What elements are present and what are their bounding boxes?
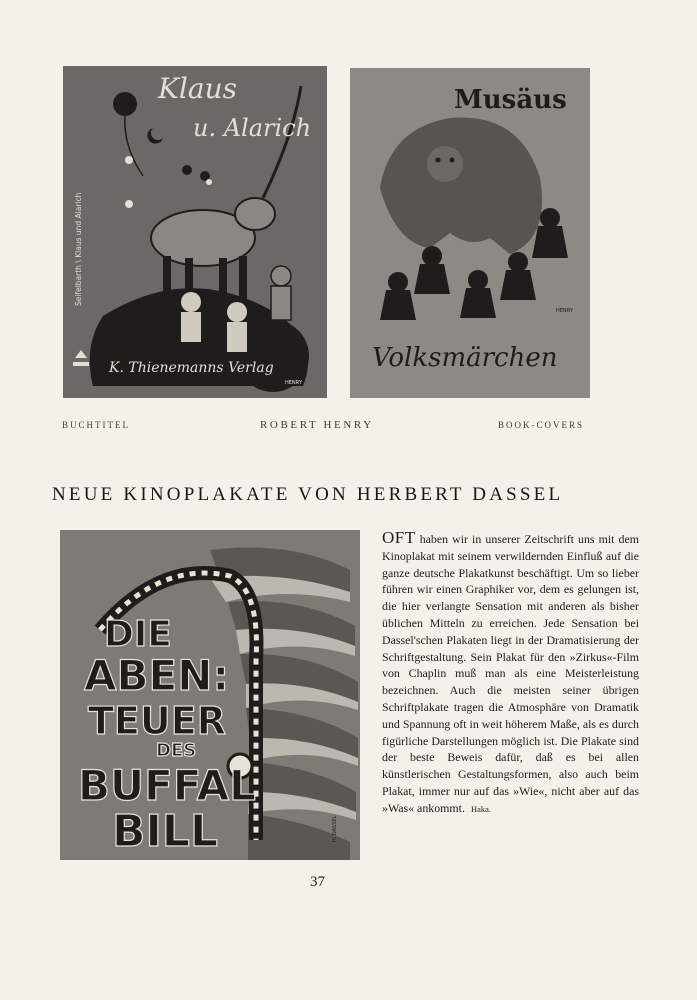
buffalo-poster-illustration (60, 530, 360, 860)
poster-buffalo-bill (60, 530, 360, 860)
poster-line-buffal: BUFFAL (78, 761, 256, 810)
klaus-cover-illustration (63, 66, 327, 398)
article-title: NEUE KINOPLAKATE VON HERBERT DASSEL (52, 484, 564, 505)
klaus-publisher: K. Thienemanns Verlag (109, 360, 274, 376)
musaeus-cover-illustration (350, 68, 590, 398)
caption-buchtitel: BUCHTITEL (62, 420, 130, 430)
page-number: 37 (310, 874, 325, 890)
poster-line-des: DES (156, 740, 197, 761)
article-author: Haka. (470, 803, 491, 814)
caption-book-covers: BOOK-COVERS (498, 420, 585, 430)
poster-line-teuer: TEUER (88, 699, 226, 743)
poster-signature: H. DASSEL (332, 815, 338, 842)
klaus-spine-text: Seifelbarth \ Klaus und Alarich (74, 192, 83, 306)
article-body (382, 530, 639, 818)
klaus-signature: HENRY (285, 380, 302, 386)
dropcap: OFT (382, 528, 416, 547)
poster-line-bill: BILL (112, 806, 218, 857)
book-cover-klaus-und-alarich (63, 66, 327, 398)
musaeus-signature: HENRY (556, 308, 573, 314)
klaus-title-line2: u. Alarich (193, 114, 312, 142)
klaus-title-line1: Klaus (158, 72, 237, 105)
book-cover-musaeus-volksmaerchen (350, 68, 590, 398)
article-text: haben wir in unserer Zeitschrift uns mit dem Kinoplakat mit seinem verwildernden Einfluß auf die ganze deutsche Plakatkunst beschäftigt. Um so lieber führen wir einen Graphiker vor, dem es gelungen ist, die hier verlangte Sensation mit anderen als bisher üblichen Mitteln zu erreichen. Jede Sensation bei Dassel'schen Plakaten liegt in der Dramatisierung der Schriftgestaltung. Sein Plakat für den »Zirkus«-Film von Chaplin muß man als eine Meisterleistung bezeichnen. Auch die meisten seiner übrigen Schriftplakate tragen die Atmosphäre von Dramatik und Spannung oft in weit höherem Maße, als es durch figürliche Darstellungen möglich ist. Die Plakate sind der beste Beweis dafür, daß es bei allen künstlerischen Gestaltungsformen, also auch beim Plakat, immer nur auf das »Wie«, nicht aber auf das »Was« ankommt. (382, 532, 639, 815)
musaeus-subtitle: Volksmärchen (372, 343, 558, 373)
poster-line-die: DIE (104, 614, 172, 655)
musaeus-title: Musäus (454, 85, 567, 115)
poster-line-aben: ABEN: (84, 651, 230, 700)
caption-artist: ROBERT HENRY (260, 419, 374, 431)
